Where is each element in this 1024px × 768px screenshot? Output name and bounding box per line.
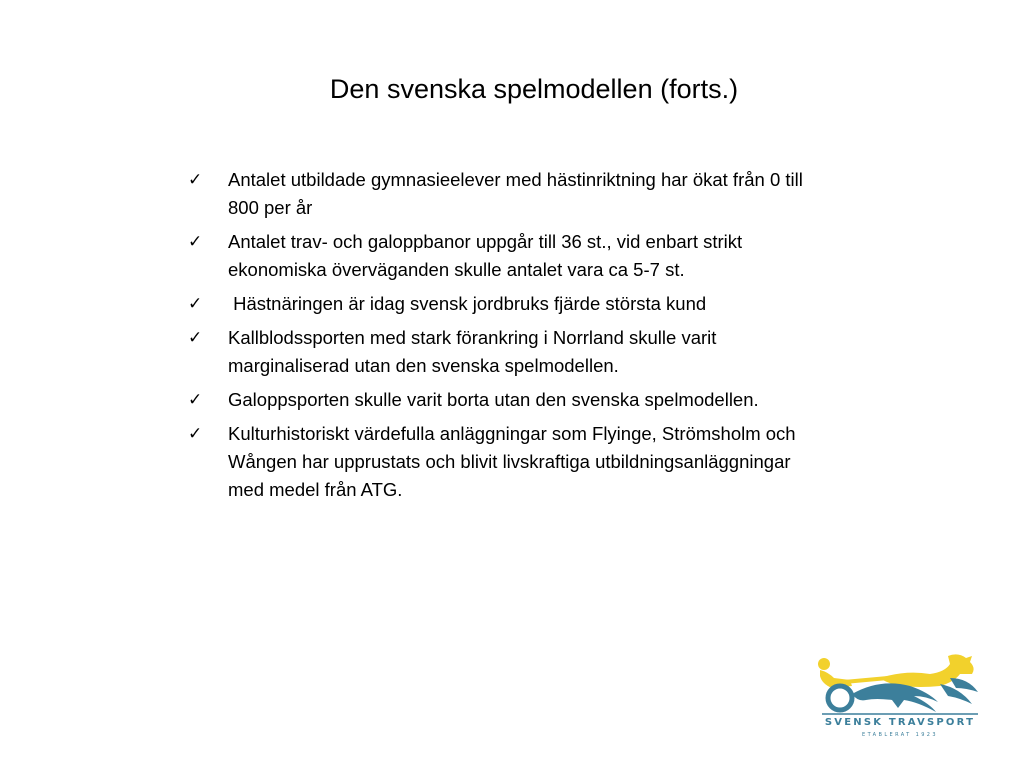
list-item	[188, 166, 828, 222]
list-item	[188, 228, 828, 284]
checkmark-icon: ✓	[188, 170, 203, 190]
logo-tagline: ETABLERAT 1923	[862, 732, 938, 738]
bullet-text: Antalet utbildade gymnasieelever med hästinriktning har ökat från 0 till 800 per år	[228, 169, 803, 218]
checkmark-icon: ✓	[188, 294, 203, 314]
list-item	[188, 386, 828, 414]
bullet-text: Hästnäringen är idag svensk jordbruks fjärde största kund	[228, 293, 707, 314]
bullet-list	[188, 166, 828, 510]
bullet-text: Kallblodssporten med stark förankring i Norrland skulle varit marginaliserad utan den svenska spelmodellen.	[228, 327, 717, 376]
checkmark-icon: ✓	[188, 232, 203, 252]
svensk-travsport-logo	[810, 648, 990, 748]
list-item	[188, 290, 828, 318]
bullet-text: Antalet trav- och galoppbanor uppgår till 36 st., vid enbart strikt ekonomiska överväganden skulle antalet vara ca 5-7 st.	[228, 231, 743, 280]
list-item	[188, 420, 828, 504]
trotting-horse-logo-icon	[810, 648, 990, 716]
checkmark-icon: ✓	[188, 390, 203, 410]
bullet-text: Kulturhistoriskt värdefulla anläggningar som Flyinge, Strömsholm och Wången har upprustats och blivit livskraftiga utbildningsanläggningar med medel från ATG.	[228, 423, 796, 500]
logo-name: SVENSK TRAVSPORT	[824, 717, 976, 728]
list-item	[188, 324, 828, 380]
checkmark-icon: ✓	[188, 328, 203, 348]
slide-title: Den svenska spelmodellen (forts.)	[329, 74, 739, 104]
checkmark-icon: ✓	[188, 424, 203, 444]
bullet-text: Galoppsporten skulle varit borta utan den svenska spelmodellen.	[228, 389, 759, 410]
